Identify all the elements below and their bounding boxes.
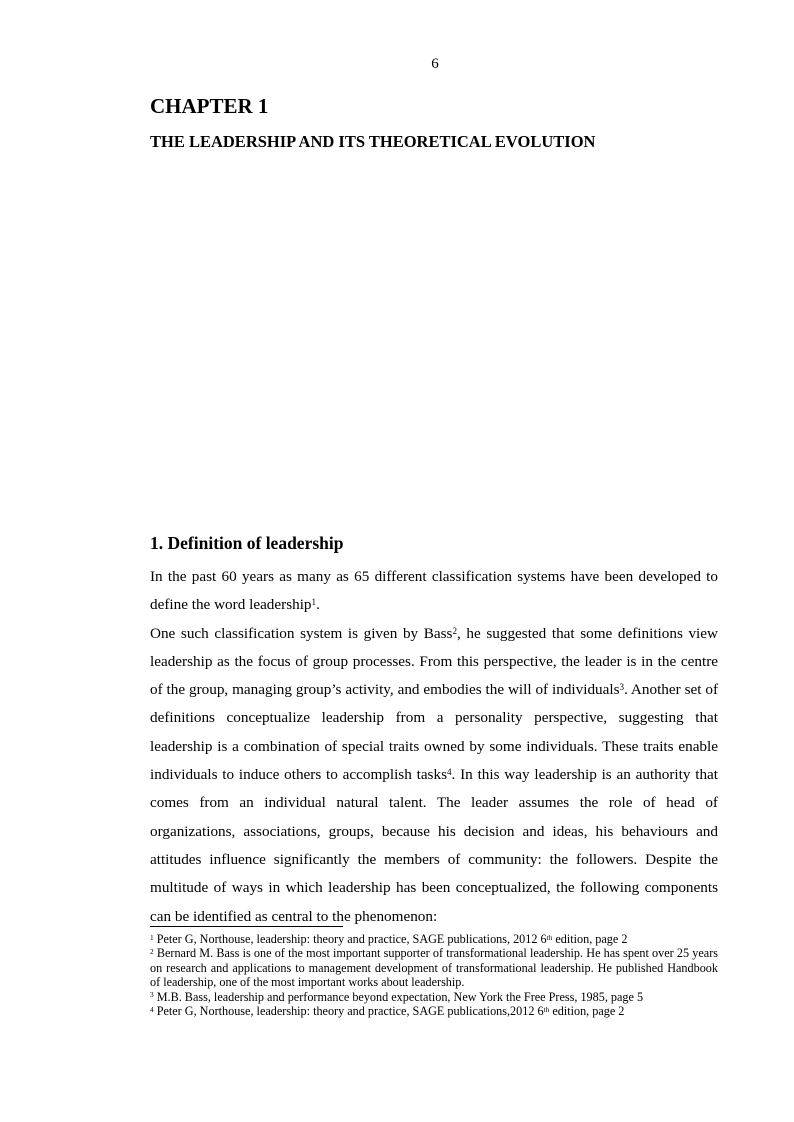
footnote-ref-1[interactable]: 1 xyxy=(311,597,317,608)
chapter-title: THE LEADERSHIP AND ITS THEORETICAL EVOLUTION xyxy=(150,132,596,151)
footnote-ref-4[interactable]: 4 xyxy=(446,766,452,777)
section-heading: 1. Definition of leadership xyxy=(150,533,344,553)
footnote-1: $^1$ Peter G, Northouse, leadership: theory and practice, SAGE publications, 2012 6th edition, page 2 xyxy=(150,932,628,946)
footnote-2: $^2$ Bernard M. Bass is one of the most important supporter of transformational leadership. He has spent over 25 years on research and applications to management development of transformational leadership. He published Handbook of leadership, one of the most important works about leadership. xyxy=(150,946,718,990)
page-number: 6 xyxy=(431,56,439,72)
footnotes xyxy=(150,932,718,1018)
paragraph-1: In the past 60 years as many as 65 different classification systems have been developed to define the word leadership$^1$. xyxy=(150,568,718,614)
body-text xyxy=(150,563,718,931)
footnote-ref-3[interactable]: 3 xyxy=(619,682,625,693)
footnote-ref-2[interactable]: 2 xyxy=(452,625,458,636)
footnote-3: $^3$ M.B. Bass, leadership and performance beyond expectation, New York the Free Press, 1985, page 5 xyxy=(150,989,644,1004)
chapter-number: CHAPTER 1 xyxy=(150,94,269,118)
footnote-divider xyxy=(150,926,343,927)
footnote-4: $^4$ Peter G, Northouse, leadership: theory and practice, SAGE publications,2012 6th edition, page 2 xyxy=(150,1004,625,1019)
paragraph-2: One such classification system is given by Bass$^2$, he suggested that some definitions view leadership as the focus of group processes. From this perspective, the leader is in the centre of the group, managing group’s activity, and embodies the will of individuals$^3$. Another set of definitions conceptualize leadership from a personality perspective, suggesting that leadership is a combination of special traits owned by some individuals. These traits enable individuals to induce others to accomplish tasks$^4$. In this way leadership is an authority that comes from an individual natural talent. The leader assumes the role of head of organizations, associations, groups, because his decision and ideas, his behaviours and attitudes influence significantly the members of community: the followers. Despite the multitude of ways in which leadership has been conceptualized, the following components can be identified as central to the phenomenon: xyxy=(150,624,718,925)
